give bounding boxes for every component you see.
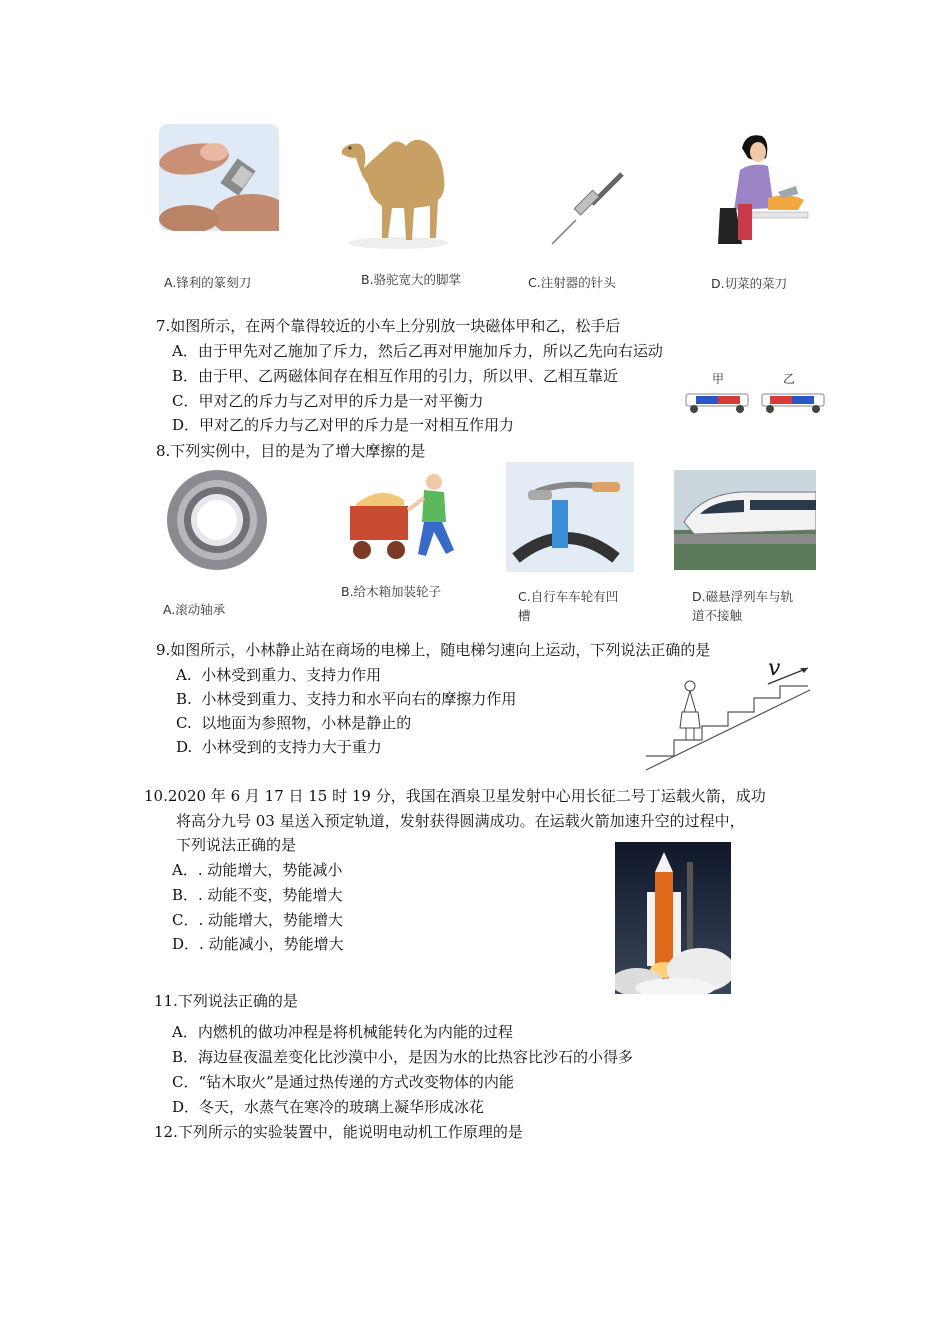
velocity-label: v	[768, 656, 781, 681]
q9-option-b: B. 小林受到重力、支持力和水平向右的摩擦力作用	[176, 690, 517, 708]
q11-option-c: C．“钻木取火”是通过热传递的方式改变物体的内能	[172, 1073, 514, 1091]
figure-caption-b: B.骆驼宽大的脚掌	[361, 272, 462, 287]
q12-stem: 12.下列所示的实验装置中，能说明电动机工作原理的是	[154, 1123, 523, 1141]
q10-stem-line2: 将高分九号 03 星送入预定轨道，发射获得圆满成功。在运载火箭加速升空的过程中，	[176, 812, 745, 830]
rocket-launch-image	[615, 842, 731, 994]
cooking-woman-image	[712, 128, 812, 248]
q7-option-a: A．由于甲先对乙施加了斥力，然后乙再对甲施加斥力，所以乙先向右运动	[172, 342, 663, 360]
figure-caption-c: C.注射器的针头	[528, 275, 616, 290]
q7-option-b: B．由于甲、乙两磁体间存在相互作用的引力，所以甲、乙相互靠近	[172, 367, 619, 385]
figure-caption-d: D.切菜的菜刀	[711, 276, 788, 291]
q10-option-d: D．. 动能减小，势能增大	[172, 935, 344, 953]
q8-caption-c: C.自行车车轮有凹槽	[518, 589, 619, 623]
figure-caption-a: A.锋利的篆刻刀	[164, 275, 252, 290]
escalator-figure	[644, 656, 816, 774]
q8-caption-a: A.滚动轴承	[163, 602, 226, 617]
camel-image	[334, 128, 462, 250]
q11-option-a: A．内燃机的做功冲程是将机械能转化为内能的过程	[172, 1023, 513, 1041]
q11-option-b: B．海边昼夜温差变化比沙漠中小，是因为水的比热容比沙石的小得多	[172, 1048, 634, 1066]
q10-option-c: C．. 动能增大，势能增大	[172, 911, 344, 929]
label-yi: 乙	[783, 372, 796, 386]
q11-option-d: D．冬天，水蒸气在寒冷的玻璃上凝华形成冰花	[172, 1098, 485, 1116]
carving-knife-image	[159, 124, 279, 231]
q8-caption-b: B.给木箱加装轮子	[341, 584, 442, 599]
maglev-train-image	[674, 470, 816, 570]
label-jia: 甲	[712, 372, 725, 386]
q9-option-a: A. 小林受到重力、支持力作用	[176, 666, 382, 684]
q8-stem: 8.下列实例中，目的是为了增大摩擦的是	[156, 442, 426, 460]
bicycle-handlebar-image	[506, 462, 634, 572]
q10-option-a: A．. 动能增大，势能减小	[172, 861, 343, 879]
q7-option-d: D．甲对乙的斥力与乙对甲的斥力是一对相互作用力	[172, 416, 515, 434]
q9-stem: 9.如图所示，小林静止站在商场的电梯上，随电梯匀速向上运动，下列说法正确的是	[156, 641, 711, 659]
q9-option-c: C. 以地面为参照物，小林是静止的	[176, 714, 412, 732]
magnet-carts-figure	[684, 372, 828, 422]
q10-stem-line3: 下列说法正确的是	[176, 836, 297, 854]
q10-stem-line1: 10.2020 年 6 月 17 日 15 时 19 分，我国在酒泉卫星发射中心用长征二号丁运载火箭，成功	[144, 787, 766, 805]
q9-option-d: D. 小林受到的支持力大于重力	[176, 738, 382, 756]
wooden-box-cart-image	[342, 470, 472, 562]
q11-stem: 11.下列说法正确的是	[154, 992, 298, 1010]
bearing-image	[162, 468, 274, 572]
syringe-image	[548, 168, 628, 248]
q7-option-c: C．甲对乙的斥力与乙对甲的斥力是一对平衡力	[172, 392, 484, 410]
q7-stem: 7.如图所示，在两个靠得较近的小车上分别放一块磁体甲和乙，松手后	[156, 317, 621, 335]
q8-caption-d: D.磁悬浮列车与轨道不接触	[692, 589, 794, 623]
q10-option-b: B．. 动能不变，势能增大	[172, 886, 343, 904]
